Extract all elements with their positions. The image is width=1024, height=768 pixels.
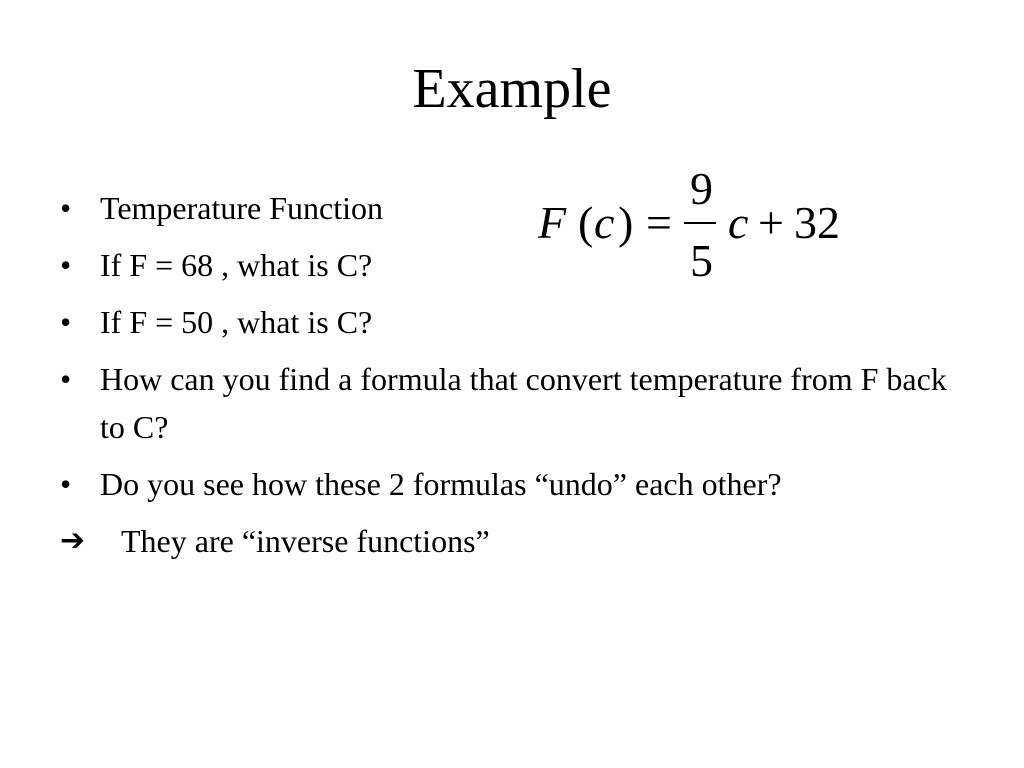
formula-open-paren: ( (578, 197, 594, 248)
bullet-list (0, 184, 1024, 565)
conclusion-line (0, 517, 1024, 565)
bullet-text: Do you see how these 2 formulas “undo” each other? (100, 466, 782, 502)
bullet-marker: • (60, 190, 72, 226)
formula-close-paren: ) (618, 197, 634, 248)
bullet-marker: • (60, 466, 72, 502)
formula-numerator: 9 (690, 163, 713, 214)
formula-plus: + (758, 197, 784, 248)
bullet-marker: • (60, 304, 72, 340)
right-arrow-icon: ➔ (60, 523, 86, 558)
bullet-marker: • (60, 361, 72, 397)
bullet-marker: • (60, 247, 72, 283)
bullet-item (0, 241, 1024, 289)
formula-argument: c (594, 197, 615, 248)
bullet-item (0, 298, 1024, 346)
bullet-text: Temperature Function (100, 190, 383, 226)
formula-equals: = (646, 197, 672, 248)
bullet-item (0, 355, 1024, 451)
bullet-item (0, 460, 1024, 508)
conclusion-text: They are “inverse functions” (121, 523, 490, 559)
formula-denominator: 5 (690, 235, 713, 286)
formula-variable: c (728, 197, 749, 248)
bullet-text: If F = 50 , what is C? (100, 304, 373, 340)
bullet-item (0, 184, 1024, 232)
bullet-text: If F = 68 , what is C? (100, 247, 373, 283)
slide-title: Example (412, 58, 612, 120)
formula-function-name: F (538, 197, 567, 248)
formula-constant: 32 (794, 197, 840, 248)
bullet-text: How can you find a formula that convert temperature from F back to C? (100, 361, 947, 445)
